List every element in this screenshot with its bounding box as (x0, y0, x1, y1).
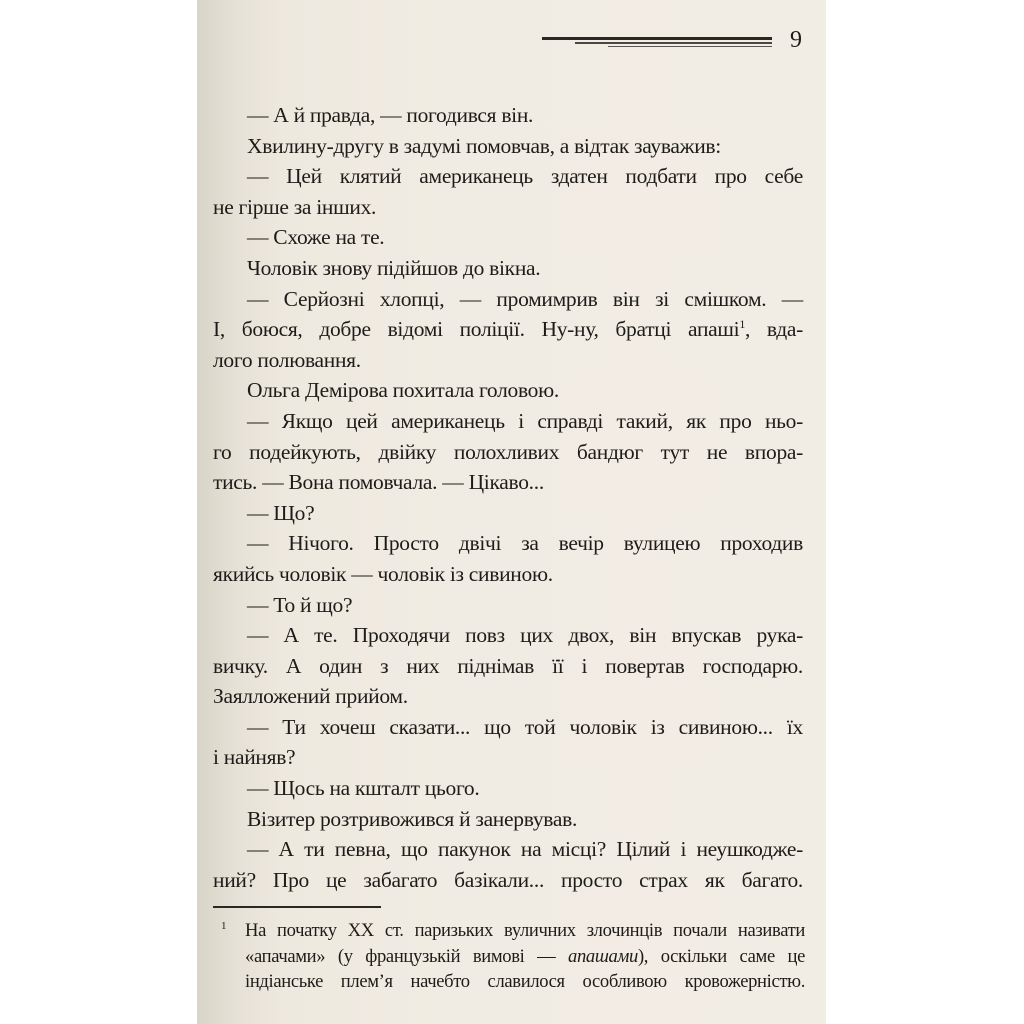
text-line: го подейкують, двійку полохливих бандюг тут не впора- (213, 439, 803, 464)
page-header (492, 27, 802, 54)
text-line: — А й правда, — погодився він. (247, 103, 534, 127)
text-line: Чоловік знову підійшов до вікна. (247, 255, 541, 280)
text-line: — А ти певна, що пакунок на місці? Цілий і неушкодже- (247, 837, 803, 862)
italic-term: апашами (568, 945, 638, 967)
footnote-line: На початку XX ст. паризьких вуличних злочинців почали називати (245, 920, 805, 941)
footnote-reference[interactable]: 1 (739, 317, 746, 331)
header-rule-medium (575, 42, 772, 44)
header-rule-thick (542, 37, 772, 40)
text-segment: , вда- (745, 317, 803, 342)
text-line: — Нічого. Просто двічі за вечір вулицею проходив (247, 531, 803, 556)
text-line: — Якщо цей американець і справді такий, як про ньо- (247, 408, 803, 433)
footnote-line (213, 944, 805, 970)
text-segment: ), оскільки саме це (637, 945, 805, 967)
text-line: — Цей клятий американець здатен подбати про себе (247, 164, 803, 189)
text-segment: І, боюся, добре відомі поліції. Ну-ну, братці апаші (213, 317, 740, 342)
text-line: вичку. А один з них піднімав її і повертав господарю. (213, 653, 803, 678)
text-line: Ольга Демірова похитала головою. (247, 378, 559, 403)
text-line: — Схоже на те. (247, 225, 385, 250)
text-line: лого полювання. (213, 347, 361, 372)
text-line: Заялложений прийом. (213, 684, 408, 709)
header-rule-thin (608, 46, 772, 47)
text-line: — Ти хочеш сказати... що той чоловік із сивиною... їх (247, 714, 803, 739)
body-text (213, 100, 803, 895)
text-line: Візитер розтривожився й занервував. (247, 806, 578, 831)
text-line: ний? Про це забагато базікали... просто страх як багато. (213, 867, 803, 892)
book-page (197, 0, 826, 1024)
text-line: — Що? (247, 500, 315, 525)
text-line: — Щось на кшталт цього. (247, 776, 480, 801)
text-line: і найняв? (213, 745, 296, 770)
text-line: — А те. Проходячи повз цих двох, він впускав рука- (247, 623, 803, 648)
footnote-divider (213, 906, 381, 908)
text-line: якийсь чоловік — чоловік із сивиною. (213, 561, 553, 586)
text-segment: «апачами» (у французькій вимові — (245, 945, 568, 967)
footnote-line: індіанське плем’я начебто славилося особливою кровожерністю. (245, 971, 805, 992)
text-line: — То й що? (247, 592, 353, 617)
text-line: Хвилину-другу в задумі помовчав, а відтак зауважив: (247, 133, 721, 158)
text-line: тись. — Вона помовчала. — Цікаво... (213, 470, 544, 495)
footnote (213, 918, 805, 995)
footnote-marker: 1 (221, 920, 227, 932)
text-line: не гірше за інших. (213, 194, 377, 219)
page-number: 9 (790, 27, 802, 53)
text-line: — Серйозні хлопці, — промимрив він зі смішком. — (247, 286, 803, 311)
text-line (213, 314, 803, 345)
